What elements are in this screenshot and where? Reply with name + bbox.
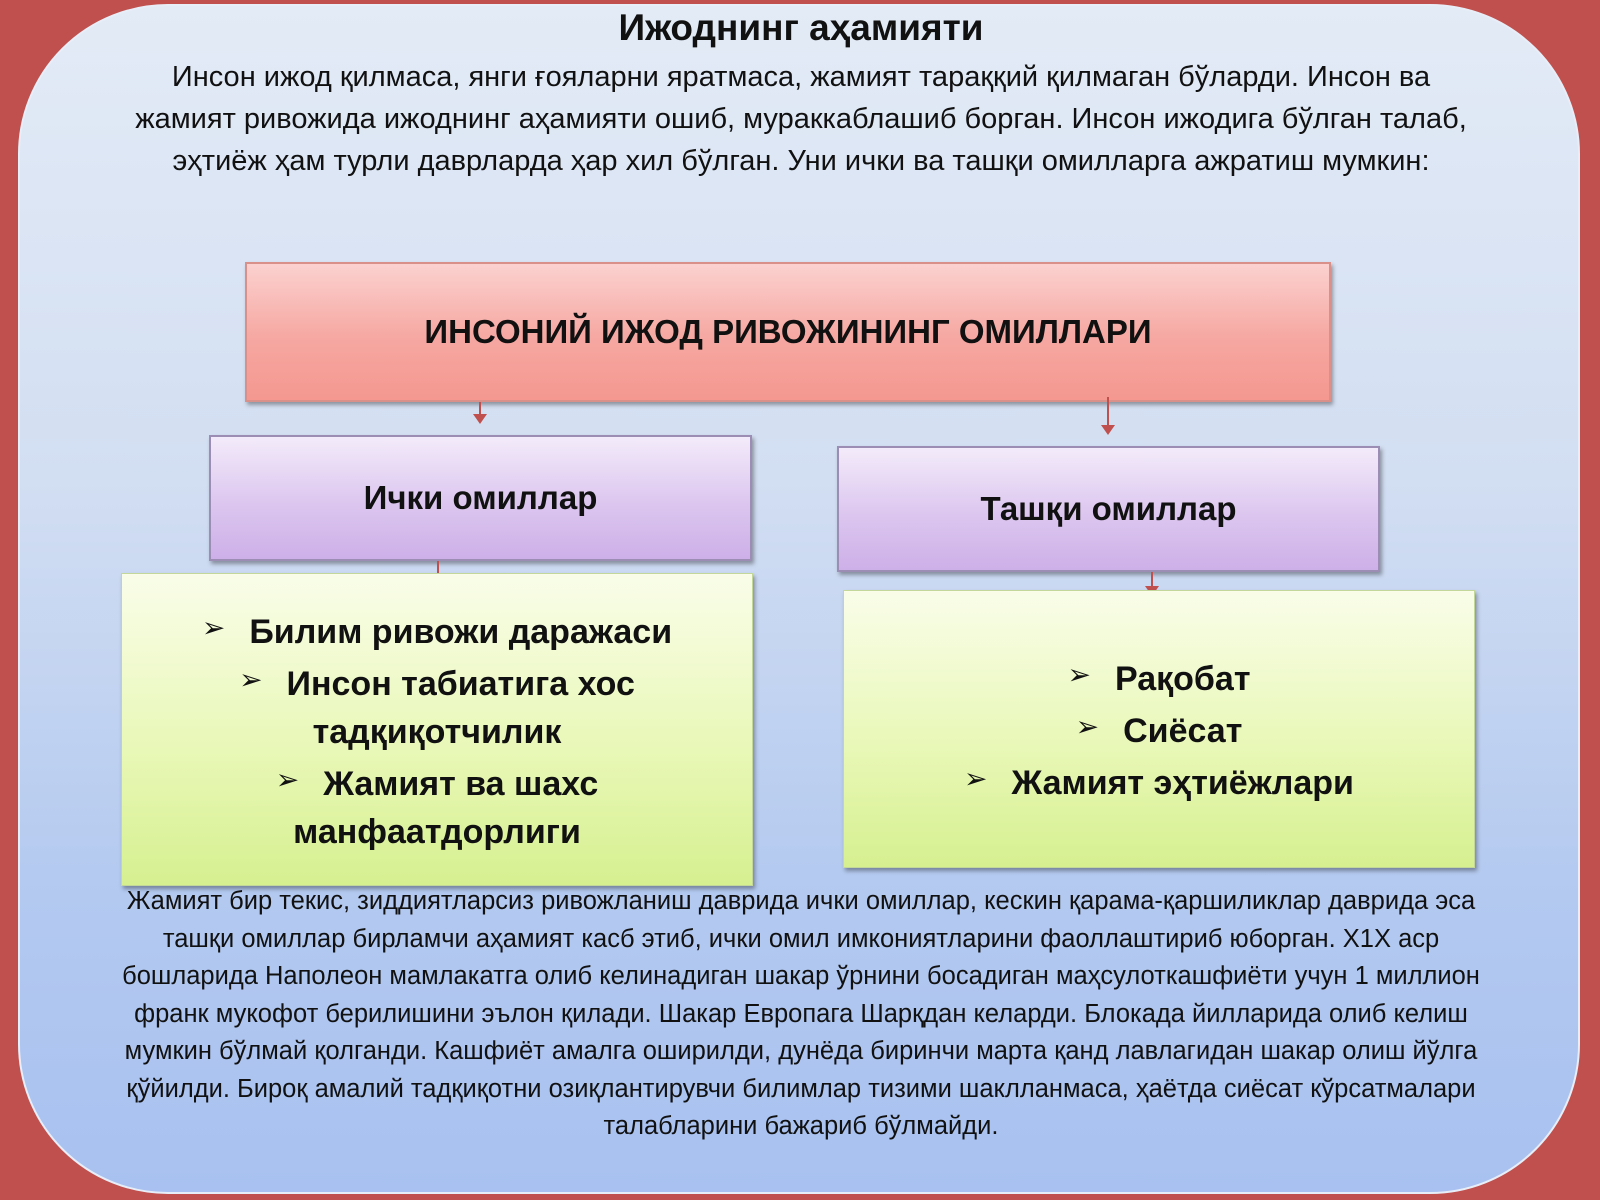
list-item	[167, 656, 707, 756]
arrow-root-to-internal	[479, 402, 481, 416]
arrowhead-bullet-icon: ➢	[239, 663, 263, 695]
internal-factors-box	[209, 435, 752, 561]
list-item-text: Сиёсат	[1123, 712, 1243, 750]
root-factors-box	[245, 262, 1331, 402]
list-item-text: Рақобат	[1114, 660, 1251, 698]
external-factors-box	[837, 446, 1380, 572]
external-factors-list	[843, 590, 1475, 868]
arrowhead-bullet-icon: ➢	[201, 611, 226, 643]
list-item-text: Инсон табиатига хос тадқиқотчилик	[286, 664, 635, 751]
list-item-text: Жамият ва шахс манфаатдорлиги	[293, 764, 599, 851]
arrow-external-to-list	[1151, 572, 1153, 588]
outro-paragraph: Жамият бир текис, зиддиятларсиз ривожланиш даврида ички омиллар, кескин қарама-қаршиликлар даврида эса ташқи омиллар бирламчи аҳамият касб этиб, ички омил имкониятларини фаоллаштириб юборган. Х1Х аср бошларида Наполеон мамлакатга олиб келинадиган шакар ўрнини босадиган маҳсулоткашфиёти учун 1 миллион франк мукофот берилишини эълон қилади. Шакар Европага Шарқдан келарди. Блокада йилларида олиб келиш мумкин бўлмай қолганди. Кашфиёт амалга оширилди, дунёда биринчи марта қанд лавлагидан шакар олиш йўлга қўйилди. Бироқ амалий тадқиқотни озиқлантирувчи билимлар тизими шаклланмаса, ҳаётда сиёсат кўрсатмалари талабларини бажариб бўлмайди.	[122, 887, 1480, 1140]
slide-title: Ижоднинг аҳамияти	[618, 7, 984, 48]
arrowhead-bullet-icon: ➢	[1075, 711, 1100, 742]
list-item	[1068, 651, 1251, 703]
arrowhead-bullet-icon: ➢	[1067, 659, 1091, 690]
list-item-text: Жамият эҳтиёжлари	[1011, 764, 1354, 802]
arrowhead-bullet-icon: ➢	[275, 763, 300, 795]
internal-factors-list	[121, 573, 753, 886]
rounded-content-panel	[18, 4, 1580, 1194]
arrowhead-bullet-icon: ➢	[964, 763, 988, 794]
list-item	[167, 756, 707, 856]
root-factors-label: ИНСОНИЙ ИЖОД РИВОЖИНИНГ ОМИЛЛАРИ	[424, 313, 1152, 350]
list-item	[202, 604, 672, 656]
external-factors-label: Ташқи омиллар	[980, 490, 1237, 527]
arrow-root-to-external	[1107, 397, 1109, 427]
intro-paragraph: Инсон ижод қилмаса, янги ғояларни яратмаса, жамият тараққий қилмаган бўларди. Инсон ва жамият ривожида ижоднинг аҳамияти ошиб, мураккаблашиб борган. Инсон ижодига бўлган талаб, эҳтиёж ҳам турли даврларда ҳар хил бўлган. Уни ички ва ташқи омилларга ажратиш мумкин:	[135, 61, 1467, 177]
internal-factors-label: Ички омиллар	[363, 479, 598, 516]
list-item-text: Билим ривожи даражаси	[249, 612, 673, 651]
list-item	[1076, 703, 1243, 755]
list-item	[964, 755, 1354, 807]
